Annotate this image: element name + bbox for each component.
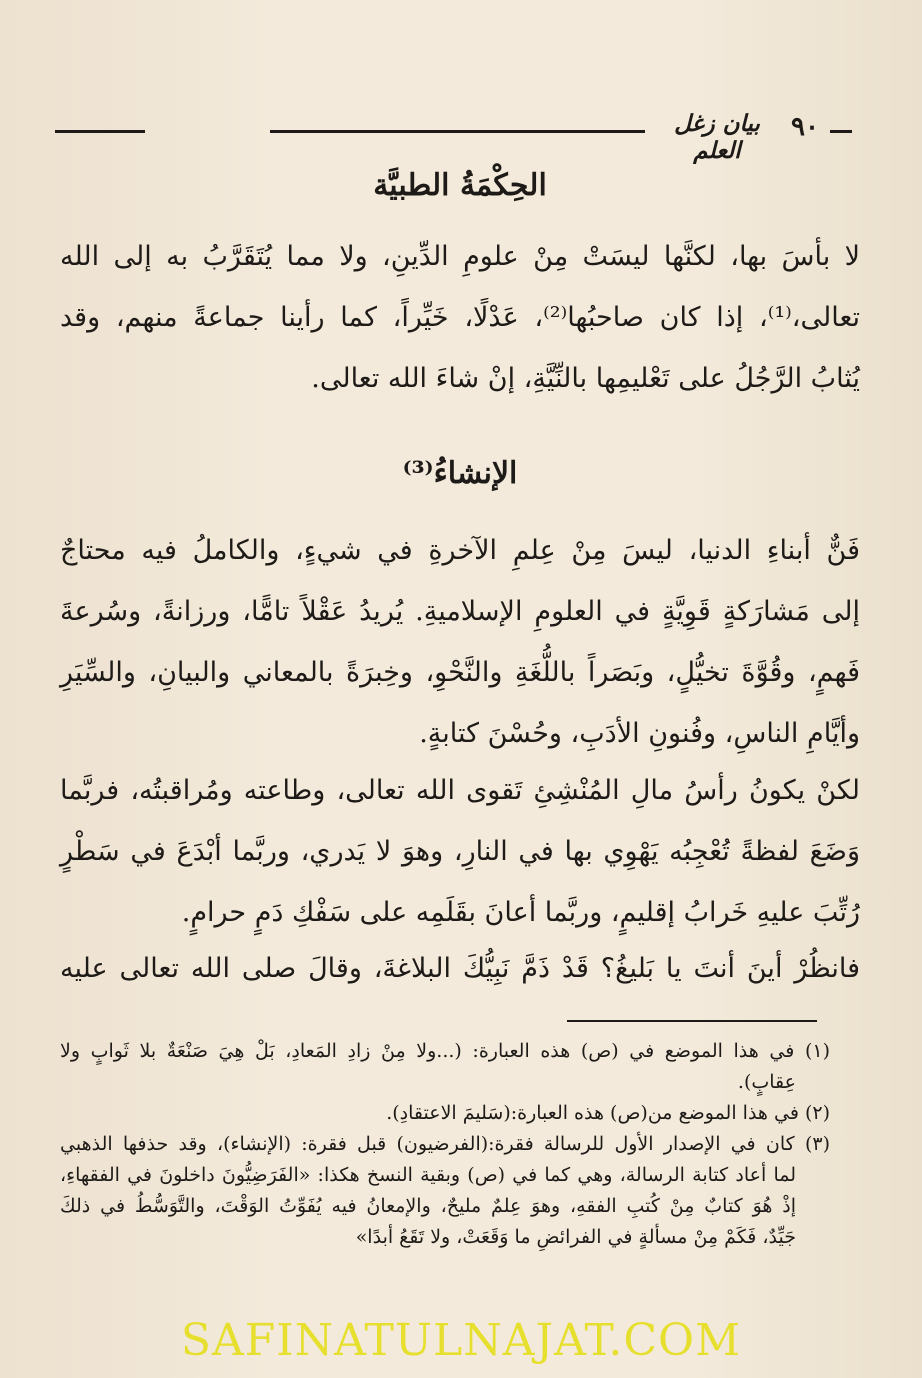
section-heading-composition: الإنشاءُ⁽³⁾ <box>402 456 518 491</box>
text-line: فَهمٍ، وقُوَّةَ تخيُّلٍ، وبَصَراً باللُّغَةِ والنَّحْوِ، وخِبرَةً بالمعاني والبيانِ، والسِّيَرِ <box>60 657 860 688</box>
text-line: إلى مَشارَكةٍ قَوِيَّةٍ في العلومِ الإسلاميةِ. يُريدُ عَقْلاً تامًّا، ورزانةً، وسُرعةَ <box>60 596 860 627</box>
header-rule <box>270 130 645 133</box>
header-rule-left <box>55 130 145 133</box>
paragraph-composition-3 <box>60 938 860 999</box>
footnote-2-line: (٢) في هذا الموضع من(ص) هذه العبارة:(سَليمَ الاعتقادِ). <box>386 1102 830 1124</box>
footnote-1-line: (١) في هذا الموضع في (ص) هذه العبارة: (...ولا مِنْ زادِ المَعادِ، بَلْ هِيَ صَنْعَةٌ بلا ثَوابٍ ولا <box>60 1040 830 1062</box>
footnote-3-line: لما أعاد كتابة الرسالة، وهي كما في (ص) وبقية النسخ هكذا: «الفَرَضِيُّونَ داخلونَ في الفقهاءِ، <box>60 1164 796 1186</box>
footnote-3-line: جَيِّدٌ، فَكَمْ مِنْ مسألةٍ في الفرائضِ ما وَقَعَتْ، ولا تَقَعُ أبدًا» <box>355 1226 796 1248</box>
text-line: رُتِّبَ عليهِ خَرابُ إقليمٍ، وربَّما أعانَ بقَلَمِه على سَفْكِ دَمٍ حرامٍ. <box>181 897 860 928</box>
paragraph-composition-2 <box>60 760 860 943</box>
text-line: وَضَعَ لفظةً تُعْجِبُه يَهْوِي بها في النارِ، وهوَ لا يَدري، وربَّما أبْدَعَ في سَطْرٍ <box>60 836 860 867</box>
text-line: فانظُرْ أينَ أنتَ يا بَليغُ؟ قَدْ ذَمَّ نَبِيُّكَ البلاغةَ، وقالَ صلى الله تعالى عليه <box>60 953 860 984</box>
paragraph-composition-1 <box>60 520 860 764</box>
text-line: يُثابُ الرَّجُلُ على تَعْليمِها بالنِّيَّةِ، إنْ شاءَ الله تعالى. <box>311 363 860 394</box>
text-line: لكنْ يكونُ رأسُ مالِ المُنْشِئِ تَقوى الله تعالى، وطاعته ومُراقبتُه، فربَّما <box>60 775 860 806</box>
footnote-3-line: (٣) كان في الإصدار الأول للرسالة فقرة:(الفرضيون) قبل فقرة: (الإنشاء)، وقد حذفها الذهبي <box>60 1133 830 1155</box>
page-number: ٩٠ <box>791 112 819 142</box>
text-line: لا بأسَ بها، لكنَّها ليسَتْ مِنْ علومِ الدِّينِ، ولا مما يُتَقَرَّبُ به إلى الله <box>60 241 860 272</box>
footnotes <box>60 1036 830 1253</box>
footnote-rule <box>567 1020 817 1022</box>
text-line: فَنٌّ أبناءِ الدنيا، ليسَ مِنْ عِلمِ الآخرةِ في شيءٍ، والكاملُ فيه محتاجٌ <box>60 535 860 566</box>
footnote-1-line: عِقابٍ). <box>737 1071 796 1093</box>
running-title: بيان زغل العلم <box>674 110 760 164</box>
watermark: SAFINATULNAJAT.COM <box>180 1315 742 1366</box>
footnote-3-line: إذْ هُوَ كتابٌ مِنْ كُتبِ الفقهِ، وهوَ عِلمٌ مليحٌ، والإمعانُ فيه يُفَوِّتُ الوَقْتَ، والتَّوَسُّطُ في ذلكَ <box>60 1195 796 1217</box>
text-line: تعالى،⁽¹⁾، إذا كان صاحبُها⁽²⁾، عَدْلًا، خَيِّراً، كما رأينا جماعةً منهم، وقد <box>60 302 860 333</box>
paragraph-medicine <box>60 226 860 409</box>
text-line: وأيَّامِ الناسِ، وفُنونِ الأدَبِ، وحُسْنَ كتابةٍ. <box>419 718 860 749</box>
section-heading-medicine: الحِكْمَةُ الطبيَّة <box>373 168 547 203</box>
header-dash <box>830 130 852 133</box>
